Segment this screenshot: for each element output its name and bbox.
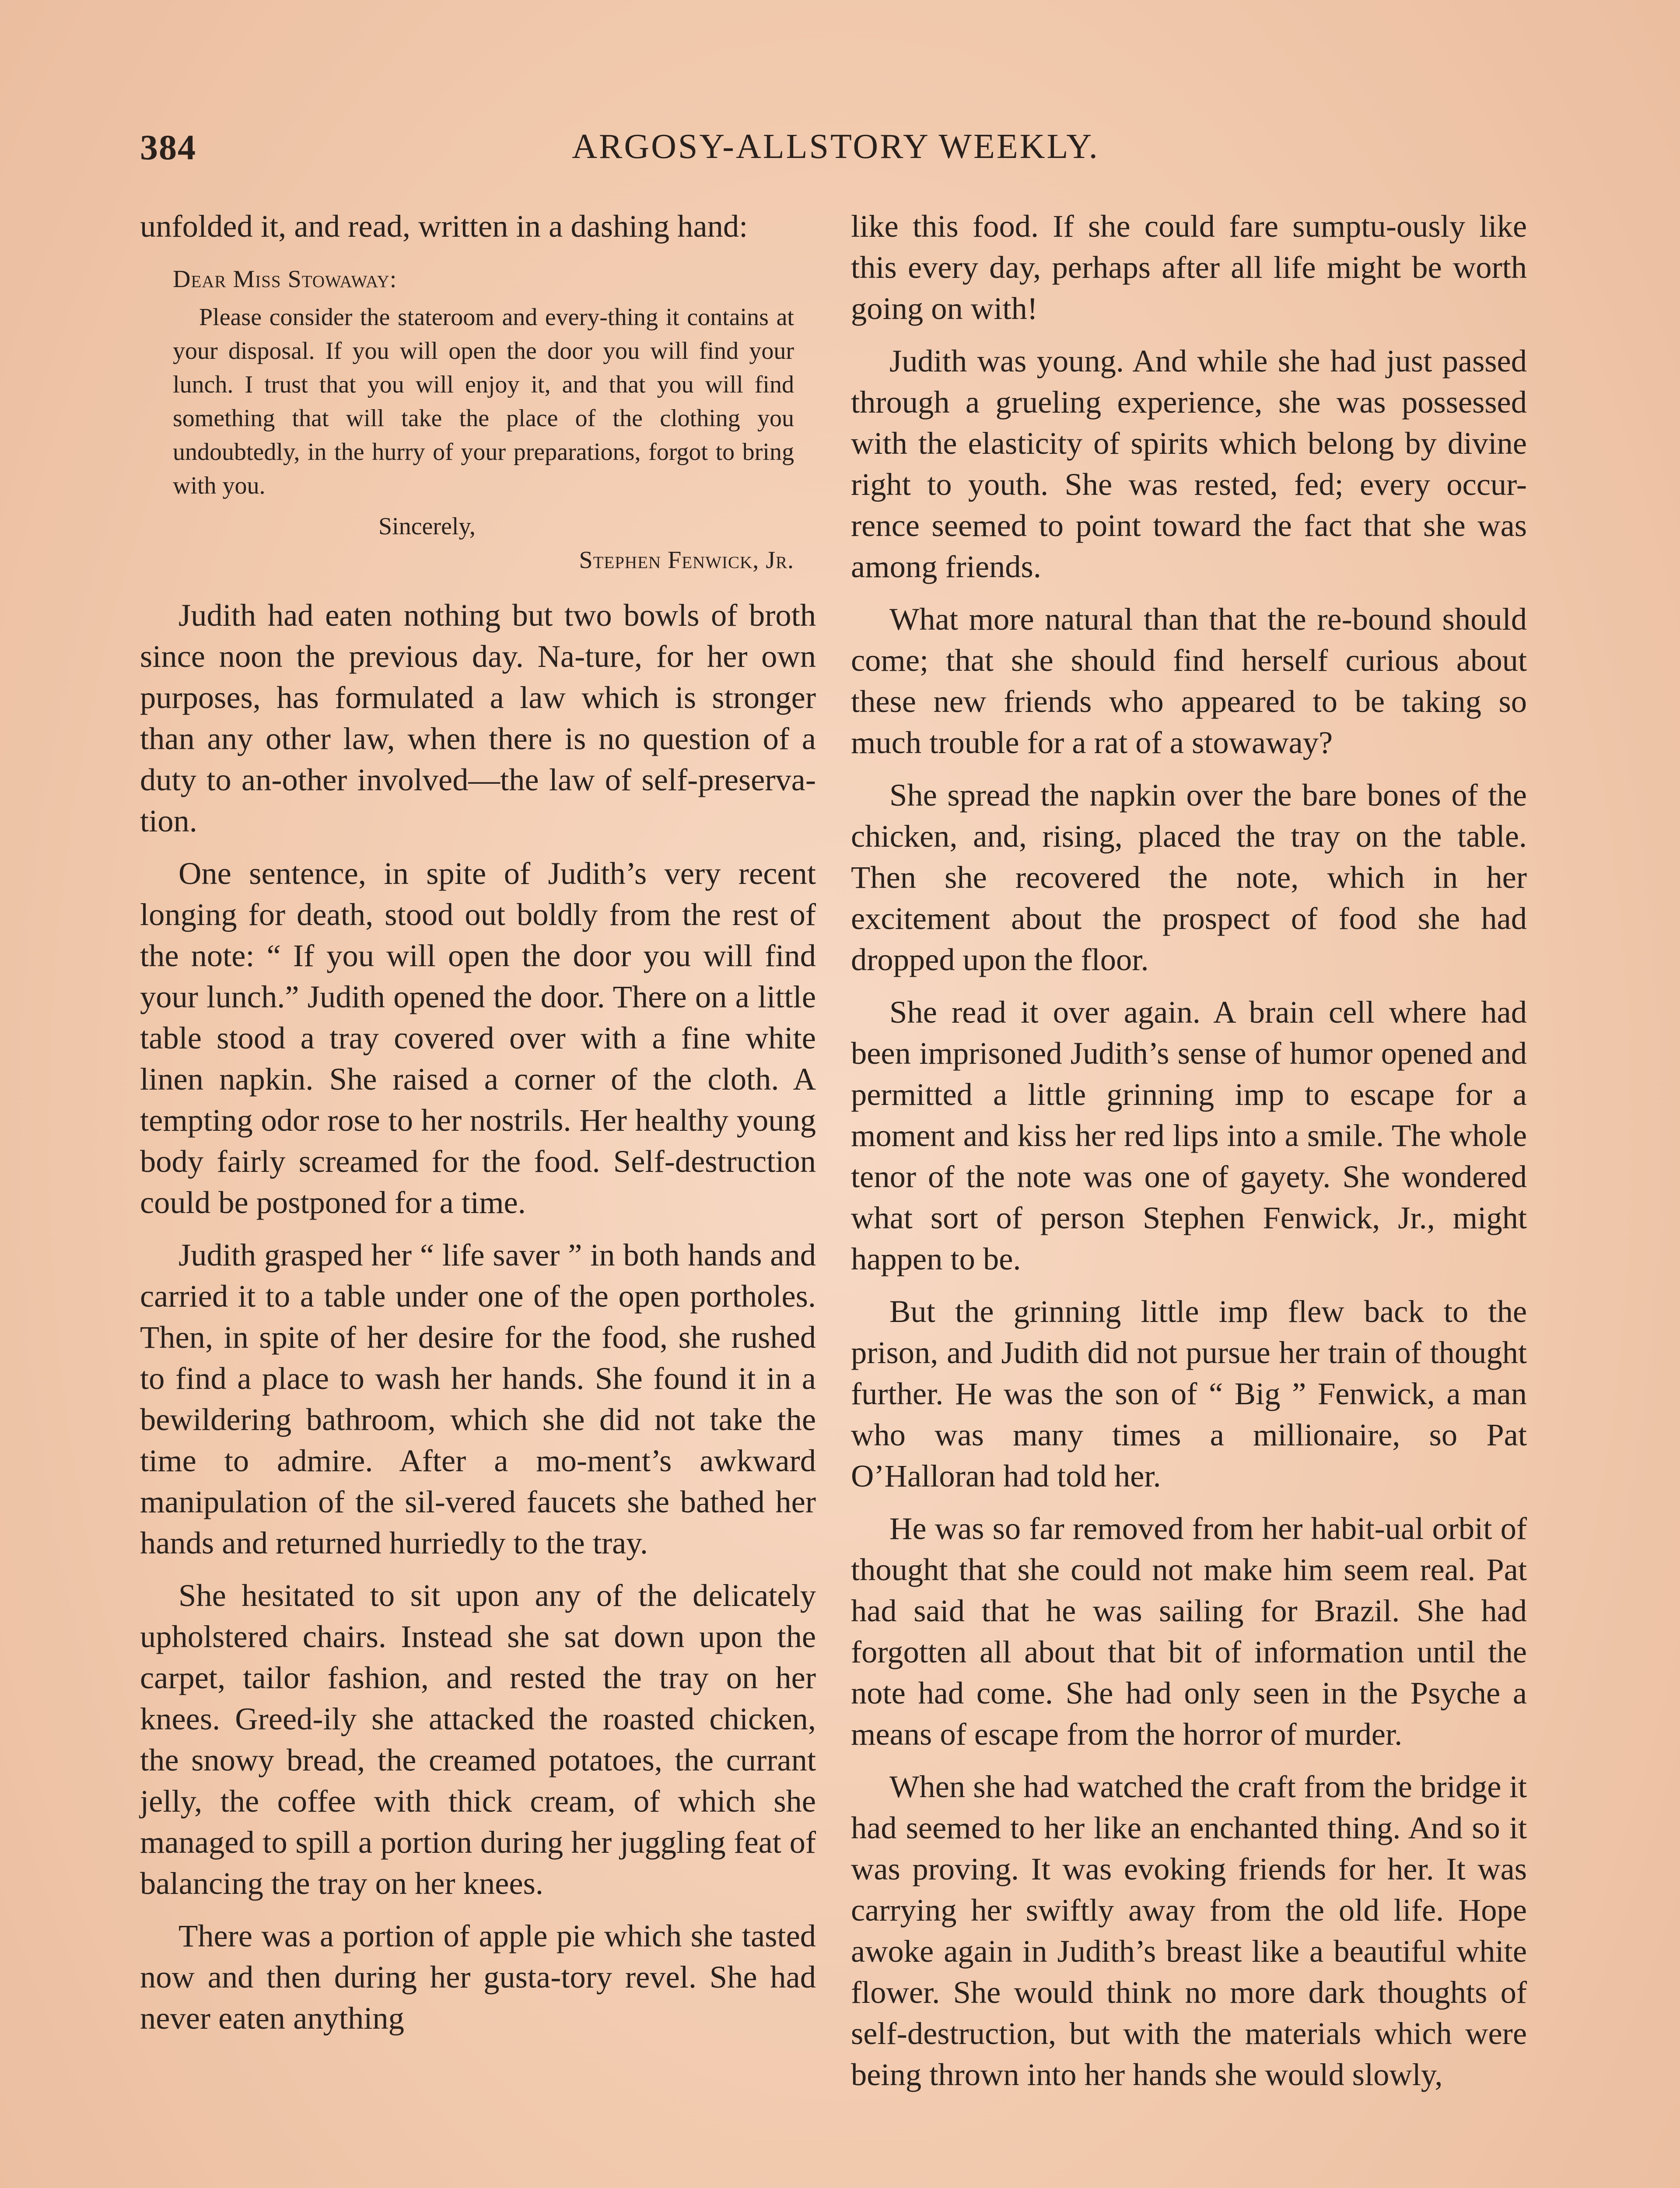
- paragraph: Judith grasped her “ life saver ” in both hands and carried it to a table under one of the open portholes. Then, in spite of her desire for the food, she rushed to find a place to wash her hands. She found it in a bewildering bathroom, which she did not take the time to admire. After a mo-ment’s awkward manipulation of the sil-vered faucets she bathed her hands and returned hurriedly to the tray.: [140, 1237, 816, 1560]
- paragraph: He was so far removed from her habit-ual orbit of thought that she could not make him seem real. Pat had said that he was sailing for Brazil. She had forgotten all about that bit of information until the note had come. She had only seen in the Psyche a means of escape from the horror of murder.: [851, 1511, 1527, 1752]
- paragraph: When she had watched the craft from the bridge it had seemed to her like an enchanted thing. And so it was proving. It was evoking friends for her. It was carrying her swiftly away from the old life. Hope awoke again in Judith’s breast like a beautiful white flower. She would think no more dark thoughts of self-destruction, but with the materials which were being thrown into her hands she would slowly,: [851, 1769, 1527, 2092]
- running-title: ARGOSY-ALLSTORY WEEKLY.: [572, 127, 1099, 166]
- paragraph: One sentence, in spite of Judith’s very recent longing for death, stood out boldly from the rest of the note: “ If you will open the door you will find your lunch.” Judith opened the door. There on a little table stood a tray covered over with a fine white linen napkin. She raised a corner of the cloth. A tempting odor rose to her nostrils. Her healthy young body fairly screamed for the food. Self-destruction could be postponed for a time.: [140, 856, 816, 1220]
- page-number: 384: [140, 127, 196, 167]
- letter-body: Please consider the stateroom and every-thing it contains at your disposal. If you will open the door you will find your lunch. I trust that you will enjoy it, and that you will find something that will take the place of the clothing you undoubtedly, in the hurry of your preparations, forgot to bring with you.: [173, 304, 794, 499]
- paragraph: like this food. If she could fare sumptu-ously like this every day, perhaps after all life might be worth going on with!: [851, 208, 1527, 326]
- paragraph: There was a portion of apple pie which she tasted now and then during her gusta-tory revel. She had never eaten anything: [140, 1918, 816, 2036]
- left-column: [140, 206, 816, 2039]
- page-header: [140, 127, 1531, 184]
- paragraph: unfolded it, and read, written in a dashing hand:: [140, 208, 748, 244]
- right-column: [851, 206, 1527, 2095]
- paragraph: But the grinning little imp flew back to the prison, and Judith did not pursue her train of thought further. He was the son of “ Big ” Fenwick, a man who was many times a millionaire, so Pat O’Halloran had told her.: [851, 1294, 1527, 1494]
- paragraph: She read it over again. A brain cell where had been imprisoned Judith’s sense of humor opened and permitted a little grinning imp to escape for a moment and kiss her red lips into a smile. The whole tenor of the note was one of gayety. She wondered what sort of person Stephen Fenwick, Jr., might happen to be.: [851, 994, 1527, 1276]
- letter-closing: Sincerely,: [378, 513, 476, 540]
- paragraph: Judith was young. And while she had just passed through a grueling experience, she was possessed with the elasticity of spirits which belong by divine right to youth. She was rested, fed; every occur-rence seemed to point toward the fact that she was among friends.: [851, 343, 1527, 584]
- note-letter: [173, 263, 794, 577]
- paragraph: What more natural than that the re-bound should come; that she should find herself curious about these new friends who appeared to be taking so much trouble for a rat of a stowaway?: [851, 601, 1527, 760]
- paragraph: She hesitated to sit upon any of the delicately upholstered chairs. Instead she sat down upon the carpet, tailor fashion, and rested the tray on her knees. Greed-ily she attacked the roasted chicken, the snowy bread, the creamed potatoes, the currant jelly, the coffee with thick cream, of which she managed to spill a portion during her juggling feat of balancing the tray on her knees.: [140, 1578, 816, 1901]
- paragraph: Judith had eaten nothing but two bowls of broth since noon the previous day. Na-ture, for her own purposes, has formulated a law which is stronger than any other law, when there is no question of a duty to an-other involved—the law of self-preserva-tion.: [140, 597, 816, 838]
- letter-signature: Stephen Fenwick, Jr.: [579, 547, 794, 574]
- letter-salutation: Dear Miss Stowaway:: [173, 266, 397, 293]
- paragraph: She spread the napkin over the bare bones of the chicken, and, rising, placed the tray on the table. Then she recovered the note, which in her excitement about the prospect of food she had dropped upon the floor.: [851, 777, 1527, 977]
